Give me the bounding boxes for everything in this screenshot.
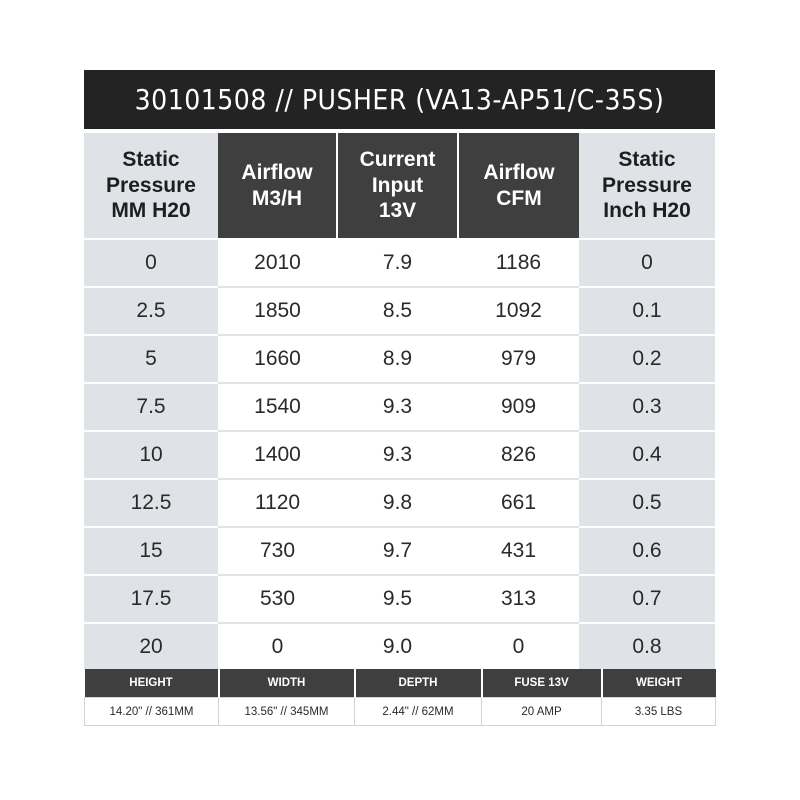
spec-header-depth: DEPTH — [355, 669, 482, 698]
cell-static-inch: 0.4 — [579, 431, 715, 479]
header-airflow-cfm: Airflow CFM — [458, 133, 579, 239]
cell-current: 8.5 — [337, 287, 458, 335]
cell-airflow-cfm: 0 — [458, 623, 579, 670]
table-row — [84, 335, 715, 383]
cell-static-inch: 0.7 — [579, 575, 715, 623]
cell-airflow-m3h: 0 — [218, 623, 337, 670]
table-row — [84, 623, 715, 670]
spec-value-fuse: 20 AMP — [482, 698, 602, 726]
cell-airflow-m3h: 1660 — [218, 335, 337, 383]
cell-airflow-cfm: 909 — [458, 383, 579, 431]
spec-value-weight: 3.35 LBS — [602, 698, 716, 726]
header-airflow-m3h: Airflow M3/H — [218, 133, 337, 239]
spec-header-fuse: FUSE 13V — [482, 669, 602, 698]
cell-airflow-cfm: 1092 — [458, 287, 579, 335]
cell-current: 8.9 — [337, 335, 458, 383]
spec-header-height: HEIGHT — [85, 669, 219, 698]
cell-current: 9.3 — [337, 383, 458, 431]
table-row — [84, 575, 715, 623]
cell-airflow-m3h: 530 — [218, 575, 337, 623]
cell-static-mm: 10 — [84, 431, 218, 479]
cell-airflow-m3h: 1120 — [218, 479, 337, 527]
cell-static-mm: 0 — [84, 239, 218, 287]
cell-airflow-cfm: 979 — [458, 335, 579, 383]
cell-static-inch: 0.1 — [579, 287, 715, 335]
cell-airflow-cfm: 313 — [458, 575, 579, 623]
specs-table — [84, 669, 716, 726]
cell-static-inch: 0 — [579, 239, 715, 287]
cell-static-mm: 2.5 — [84, 287, 218, 335]
cell-current: 9.8 — [337, 479, 458, 527]
spec-value-height: 14.20" // 361MM — [85, 698, 219, 726]
spec-value-width: 13.56" // 345MM — [219, 698, 355, 726]
cell-airflow-m3h: 2010 — [218, 239, 337, 287]
cell-static-inch: 0.3 — [579, 383, 715, 431]
cell-static-inch: 0.2 — [579, 335, 715, 383]
cell-airflow-cfm: 431 — [458, 527, 579, 575]
header-current-input: Current Input 13V — [337, 133, 458, 239]
header-static-pressure-mm: Static Pressure MM H20 — [84, 133, 218, 239]
specs-header-row — [85, 669, 716, 698]
cell-airflow-m3h: 1540 — [218, 383, 337, 431]
specs-value-row — [85, 698, 716, 726]
spec-header-weight: WEIGHT — [602, 669, 716, 698]
cell-airflow-cfm: 661 — [458, 479, 579, 527]
cell-static-inch: 0.8 — [579, 623, 715, 670]
cell-airflow-m3h: 730 — [218, 527, 337, 575]
cell-static-inch: 0.5 — [579, 479, 715, 527]
table-row — [84, 479, 715, 527]
spec-value-depth: 2.44" // 62MM — [355, 698, 482, 726]
cell-static-mm: 17.5 — [84, 575, 218, 623]
header-row — [84, 133, 715, 239]
performance-table — [84, 133, 715, 670]
cell-airflow-m3h: 1400 — [218, 431, 337, 479]
cell-static-mm: 20 — [84, 623, 218, 670]
cell-static-mm: 12.5 — [84, 479, 218, 527]
cell-airflow-cfm: 1186 — [458, 239, 579, 287]
table-row — [84, 287, 715, 335]
cell-current: 9.5 — [337, 575, 458, 623]
cell-airflow-cfm: 826 — [458, 431, 579, 479]
cell-current: 7.9 — [337, 239, 458, 287]
cell-current: 9.0 — [337, 623, 458, 670]
cell-current: 9.3 — [337, 431, 458, 479]
table-row — [84, 239, 715, 287]
table-row — [84, 527, 715, 575]
cell-static-mm: 15 — [84, 527, 218, 575]
cell-airflow-m3h: 1850 — [218, 287, 337, 335]
cell-current: 9.7 — [337, 527, 458, 575]
cell-static-mm: 5 — [84, 335, 218, 383]
cell-static-inch: 0.6 — [579, 527, 715, 575]
cell-static-mm: 7.5 — [84, 383, 218, 431]
page-title: 30101508 // PUSHER (VA13-AP51/C-35S) — [84, 70, 715, 129]
spec-header-width: WIDTH — [219, 669, 355, 698]
table-row — [84, 431, 715, 479]
table-row — [84, 383, 715, 431]
header-static-pressure-inch: Static Pressure Inch H20 — [579, 133, 715, 239]
